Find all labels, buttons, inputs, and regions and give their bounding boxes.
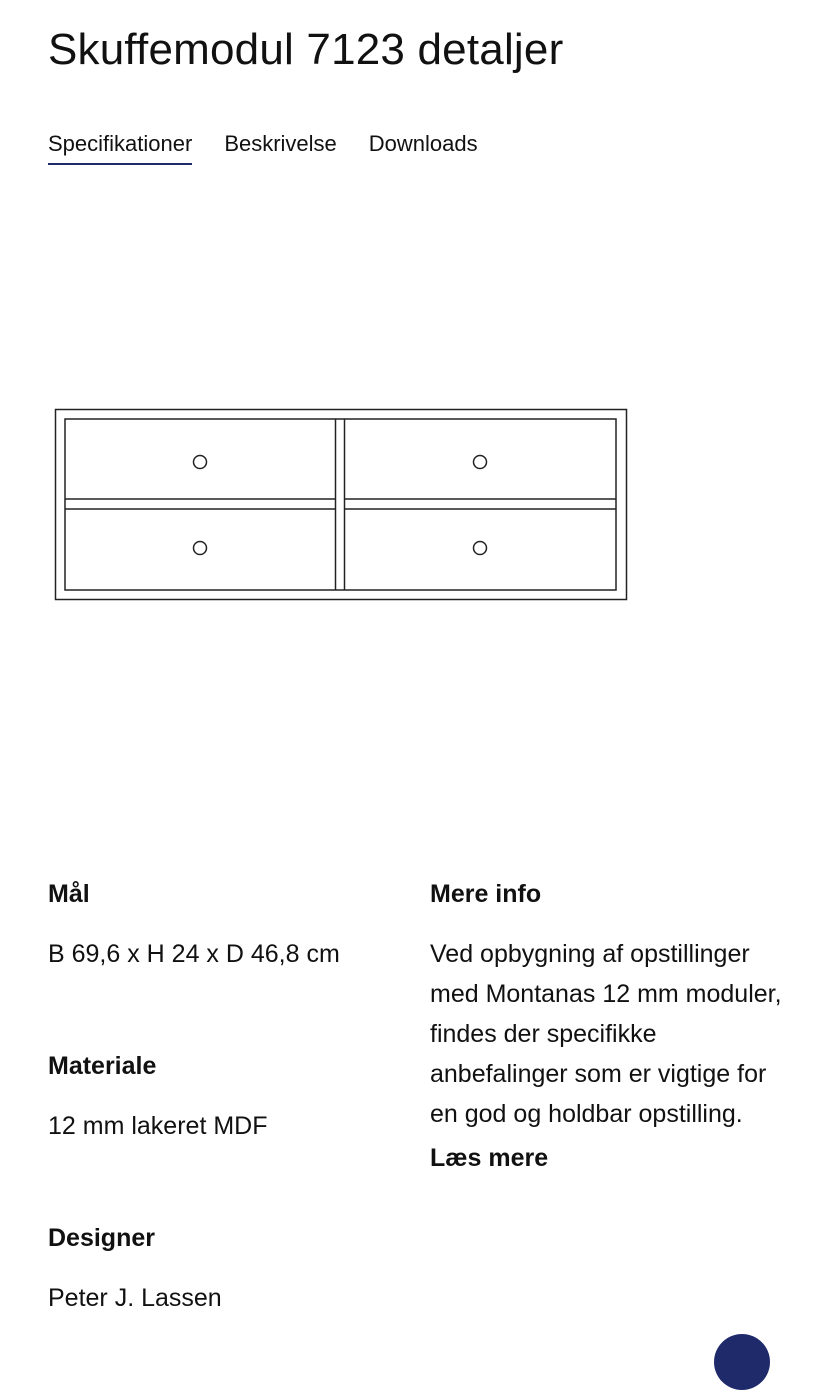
drawer-knob-icon (474, 456, 487, 469)
cabinet-outer-frame (56, 410, 627, 600)
cabinet-inner-frame (65, 419, 616, 590)
spec-designer-value: Peter J. Lassen (48, 1284, 222, 1312)
product-line-drawing (54, 408, 628, 602)
spec-designer-label: Designer (48, 1224, 155, 1252)
drawer-knob-icon (194, 542, 207, 555)
more-info-text: Ved opbygning af opstillinger med Montanas 12 mm moduler, findes der specifikke anbefalinger som er vigtige for en god og holdbar opstilling. (430, 940, 782, 1128)
spec-material-value: 12 mm lakeret MDF (48, 1112, 268, 1140)
more-info-section (430, 876, 790, 1176)
chat-button[interactable] (714, 1334, 770, 1390)
page-title: Skuffemodul 7123 detaljer (48, 25, 564, 74)
spec-material-label: Materiale (48, 1052, 157, 1080)
spec-dimensions-label: Mål (48, 880, 90, 908)
drawer-knob-icon (474, 542, 487, 555)
spec-material (48, 1048, 408, 1220)
tab-specifikationer[interactable]: Specifikationer (48, 128, 192, 165)
read-more-link[interactable]: Læs mere (430, 1144, 549, 1172)
drawer-knob-icon (194, 456, 207, 469)
spec-dimensions (48, 876, 408, 1048)
spec-designer (48, 1220, 408, 1392)
more-info-label: Mere info (430, 880, 542, 908)
tab-beskrivelse[interactable]: Beskrivelse (224, 131, 337, 156)
tab-bar (48, 128, 478, 165)
tab-downloads[interactable]: Downloads (368, 131, 478, 156)
specifications-list (48, 876, 408, 1392)
spec-dimensions-value: B 69,6 x H 24 x D 46,8 cm (48, 940, 340, 968)
